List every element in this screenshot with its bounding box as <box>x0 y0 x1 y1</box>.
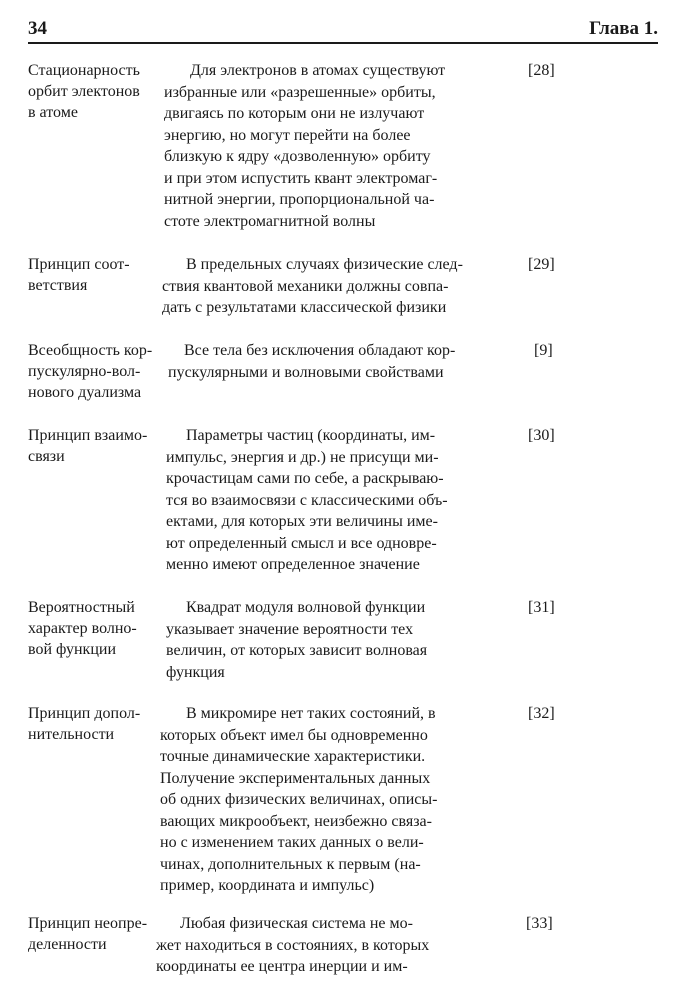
description-line: Все тела без исключения обладают кор- <box>184 342 456 359</box>
principle-description <box>156 913 486 978</box>
term-line: Принцип неопре- <box>28 915 148 932</box>
term-line: Стационарность <box>28 62 140 79</box>
description-line: величин, от которых зависит волновая <box>166 642 428 659</box>
description-line: вающих микрообъект, неизбежно связа- <box>160 812 432 830</box>
term-line: пускулярно-вол- <box>28 363 141 380</box>
description-line: которых объект имел бы одновременно <box>160 726 428 744</box>
term-line: Принцип допол- <box>28 705 141 722</box>
page-header <box>28 8 658 44</box>
reference-number: [31] <box>528 599 555 616</box>
term-line: связи <box>28 448 65 465</box>
description-line: ектами, для которых эти величины име- <box>166 513 438 530</box>
principle-description <box>168 340 498 383</box>
reference-number: [32] <box>528 705 555 722</box>
description-line: дать с результатами классической физики <box>162 299 447 316</box>
principle-term <box>28 60 164 123</box>
term-line: нительности <box>28 726 115 743</box>
description-line: чинах, дополнительных к первым (на- <box>160 855 421 873</box>
principle-term <box>28 254 164 296</box>
description-line: импульс, энергия и др.) не присущи ми- <box>166 448 439 466</box>
term-line: орбит электонов <box>28 83 140 100</box>
principle-term <box>28 703 164 745</box>
description-line: и при этом испустить квант электромаг- <box>164 169 438 187</box>
description-line: функция <box>166 663 225 681</box>
description-line: но с изменением таких данных о вели- <box>160 834 424 851</box>
description-line: избранные или «разрешенные» орбиты, <box>164 83 436 101</box>
description-line: менно имеют определенное значение <box>166 556 420 573</box>
principle-term <box>28 913 164 955</box>
reference-number: [33] <box>526 915 553 932</box>
description-line: В микромире нет таких состояний, в <box>186 705 436 722</box>
description-line: жет находиться в состояниях, в которых <box>156 936 430 954</box>
term-line: вой функции <box>28 641 116 658</box>
description-line: крочастицам сами по себе, а раскрываю- <box>166 470 444 487</box>
description-line: указывает значение вероятности тех <box>166 620 414 638</box>
principle-term <box>28 597 164 660</box>
description-line: В предельных случаях физические след- <box>186 256 463 273</box>
description-line: пример, координата и импульс) <box>160 877 375 894</box>
principle-term <box>28 340 164 403</box>
description-line: пускулярными и волновыми свойствами <box>168 363 444 381</box>
term-line: Принцип взаимо- <box>28 427 148 444</box>
term-line: Вероятностный <box>28 599 135 616</box>
reference-number: [29] <box>528 256 555 273</box>
reference-number: [30] <box>528 427 555 444</box>
description-line: энергию, но могут перейти на более <box>164 126 411 144</box>
principle-description <box>162 254 492 319</box>
description-line: нитной энергии, пропорциональной ча- <box>164 191 435 208</box>
principle-description <box>164 60 494 232</box>
term-line: деленности <box>28 936 107 953</box>
term-line: нового дуализма <box>28 384 142 401</box>
description-line: Параметры частиц (координаты, им- <box>186 427 436 444</box>
principle-description <box>166 425 496 576</box>
description-line: стоте электромагнитной волны <box>164 212 376 230</box>
term-line: Принцип соот- <box>28 256 130 273</box>
principle-description <box>166 597 496 683</box>
page-number: 34 <box>28 18 47 39</box>
description-line: ствия квантовой механики должны совпа- <box>162 277 449 295</box>
principle-description <box>160 703 490 897</box>
description-line: Квадрат модуля волновой функции <box>186 599 426 616</box>
term-line: в атоме <box>28 104 78 121</box>
term-line: ветствия <box>28 277 88 294</box>
description-line: точные динамические характеристики. <box>160 748 426 765</box>
description-line: Получение экспериментальных данных <box>160 769 431 787</box>
description-line: координаты ее центра инерции и им- <box>156 958 408 975</box>
description-line: ют определенный смысл и все одновре- <box>166 534 437 552</box>
principle-term <box>28 425 164 467</box>
reference-number: [9] <box>534 342 553 359</box>
description-line: об одних физических величинах, описы- <box>160 791 438 808</box>
chapter-title: Глава 1. <box>589 18 658 39</box>
description-line: двигаясь по которым они не излучают <box>164 105 425 122</box>
term-line: характер волно- <box>28 620 137 637</box>
term-line: Всеобщность кор- <box>28 342 153 359</box>
description-line: Для электронов в атомах существуют <box>190 62 446 79</box>
description-line: тся во взаимосвязи с классическими объ- <box>166 491 448 509</box>
description-line: Любая физическая система не мо- <box>180 915 413 932</box>
description-line: близкую к ядру «дозволенную» орбиту <box>164 148 431 165</box>
reference-number: [28] <box>528 62 555 79</box>
